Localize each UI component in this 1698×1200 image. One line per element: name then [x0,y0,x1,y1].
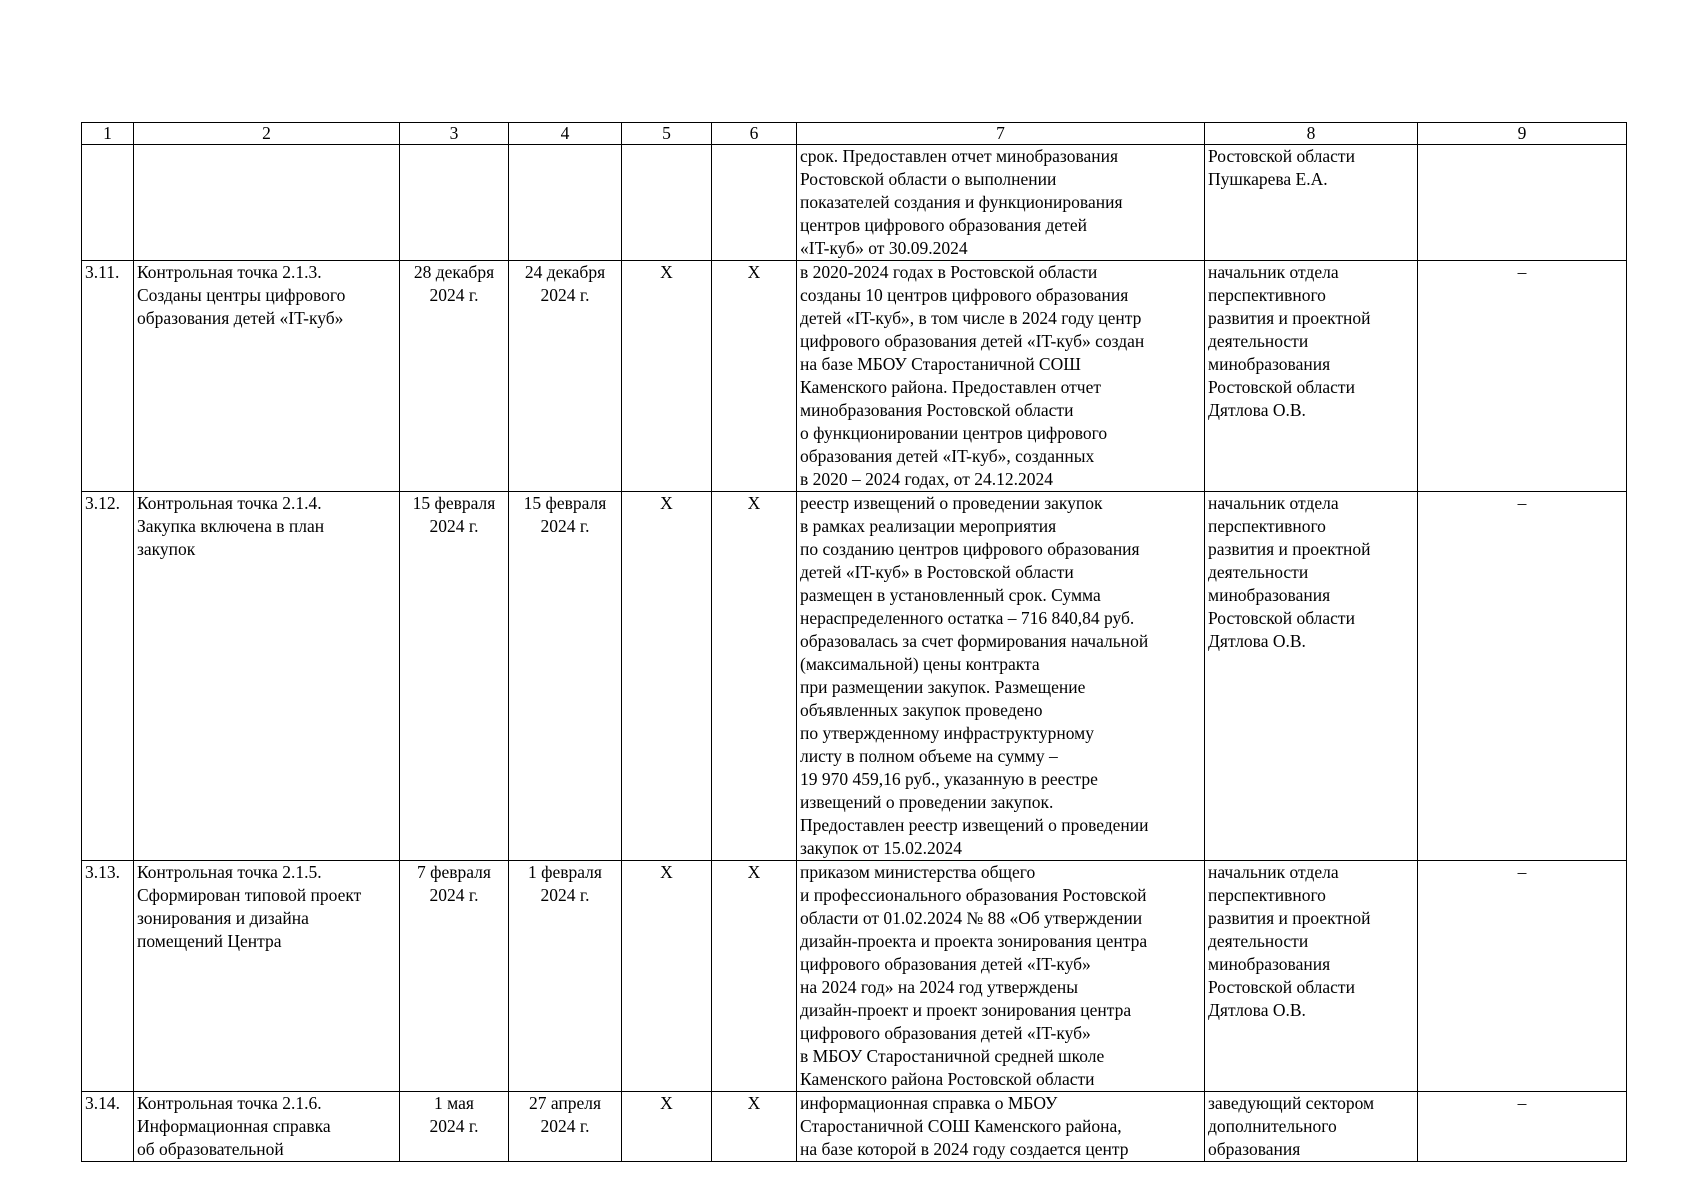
column-6-cell [712,145,797,261]
note-cell [1418,145,1627,261]
control-point-cell: Контрольная точка 2.1.3. Созданы центры цифрового образования детей «IT-куб» [134,261,400,492]
column-6-cell: X [712,1092,797,1162]
plan-date-cell: 28 декабря 2024 г. [400,261,509,492]
responsible-cell: Ростовской области Пушкарева Е.А. [1205,145,1418,261]
plan-date-cell [400,145,509,261]
column-5-cell: X [622,861,712,1092]
result-cell: реестр извещений о проведении закупок в рамках реализации мероприятия по созданию центров цифрового образования детей «IT-куб» в Ростовской области размещен в установленный срок. Сумма нераспределенного остатка – 716 840,84 руб. образовалась за счет формирования начальной (максимальной) цены контракта при размещении закупок. Размещение объявленных закупок проведено по утвержденному инфраструктурному листу в полном объеме на сумму – 19 970 459,16 руб., указанную в реестре извещений о проведении закупок. Предоставлен реестр извещений о проведении закупок от 15.02.2024 [797,492,1205,861]
responsible-cell: начальник отдела перспективного развития и проектной деятельности минобразования Ростовской области Дятлова О.В. [1205,261,1418,492]
column-5-cell [622,145,712,261]
plan-date-cell: 7 февраля 2024 г. [400,861,509,1092]
header-cell: 2 [134,123,400,145]
result-cell: срок. Предоставлен отчет минобразования Ростовской области о выполнении показателей создания и функционирования центров цифрового образования детей «IT-куб» от 30.09.2024 [797,145,1205,261]
control-point-cell: Контрольная точка 2.1.5. Сформирован типовой проект зонирования и дизайна помещений Центра [134,861,400,1092]
header-cell: 3 [400,123,509,145]
fact-date-cell: 1 февраля 2024 г. [509,861,622,1092]
row-number-cell: 3.12. [82,492,134,861]
control-point-cell: Контрольная точка 2.1.4. Закупка включена в план закупок [134,492,400,861]
table-row [82,492,1627,861]
table-row [82,261,1627,492]
header-cell: 4 [509,123,622,145]
responsible-cell: начальник отдела перспективного развития и проектной деятельности минобразования Ростовской области Дятлова О.В. [1205,861,1418,1092]
control-point-cell [134,145,400,261]
report-table [81,122,1627,1162]
responsible-cell: заведующий сектором дополнительного образования [1205,1092,1418,1162]
table-row [82,861,1627,1092]
fact-date-cell: 24 декабря 2024 г. [509,261,622,492]
row-number-cell [82,145,134,261]
row-number-cell: 3.11. [82,261,134,492]
column-5-cell: X [622,1092,712,1162]
column-5-cell: X [622,492,712,861]
result-cell: информационная справка о МБОУ Старостаничной СОШ Каменского района, на базе которой в 2024 году создается центр [797,1092,1205,1162]
column-5-cell: X [622,261,712,492]
note-cell: – [1418,492,1627,861]
header-cell: 6 [712,123,797,145]
fact-date-cell: 15 февраля 2024 г. [509,492,622,861]
control-point-cell: Контрольная точка 2.1.6. Информационная справка об образовательной [134,1092,400,1162]
note-cell: – [1418,861,1627,1092]
header-cell: 1 [82,123,134,145]
responsible-cell: начальник отдела перспективного развития и проектной деятельности минобразования Ростовской области Дятлова О.В. [1205,492,1418,861]
row-number-cell: 3.13. [82,861,134,1092]
column-number-header-row [82,123,1627,145]
column-6-cell: X [712,261,797,492]
column-6-cell: X [712,861,797,1092]
note-cell: – [1418,261,1627,492]
header-cell: 9 [1418,123,1627,145]
plan-date-cell: 1 мая 2024 г. [400,1092,509,1162]
table-row [82,145,1627,261]
fact-date-cell [509,145,622,261]
result-cell: в 2020-2024 годах в Ростовской области созданы 10 центров цифрового образования детей «IT-куб», в том числе в 2024 году центр цифрового образования детей «IT-куб» создан на базе МБОУ Старостаничной СОШ Каменского района. Предоставлен отчет минобразования Ростовской области о функционировании центров цифрового образования детей «IT-куб», созданных в 2020 – 2024 годах, от 24.12.2024 [797,261,1205,492]
note-cell: – [1418,1092,1627,1162]
column-6-cell: X [712,492,797,861]
table-row [82,1092,1627,1162]
header-cell: 5 [622,123,712,145]
plan-date-cell: 15 февраля 2024 г. [400,492,509,861]
result-cell: приказом министерства общего и профессионального образования Ростовской области от 01.02.2024 № 88 «Об утверждении дизайн-проекта и проекта зонирования центра цифрового образования детей «IT-куб» на 2024 год» на 2024 год утверждены дизайн-проект и проект зонирования центра цифрового образования детей «IT-куб» в МБОУ Старостаничной средней школе Каменского района Ростовской области [797,861,1205,1092]
header-cell: 8 [1205,123,1418,145]
fact-date-cell: 27 апреля 2024 г. [509,1092,622,1162]
header-cell: 7 [797,123,1205,145]
row-number-cell: 3.14. [82,1092,134,1162]
